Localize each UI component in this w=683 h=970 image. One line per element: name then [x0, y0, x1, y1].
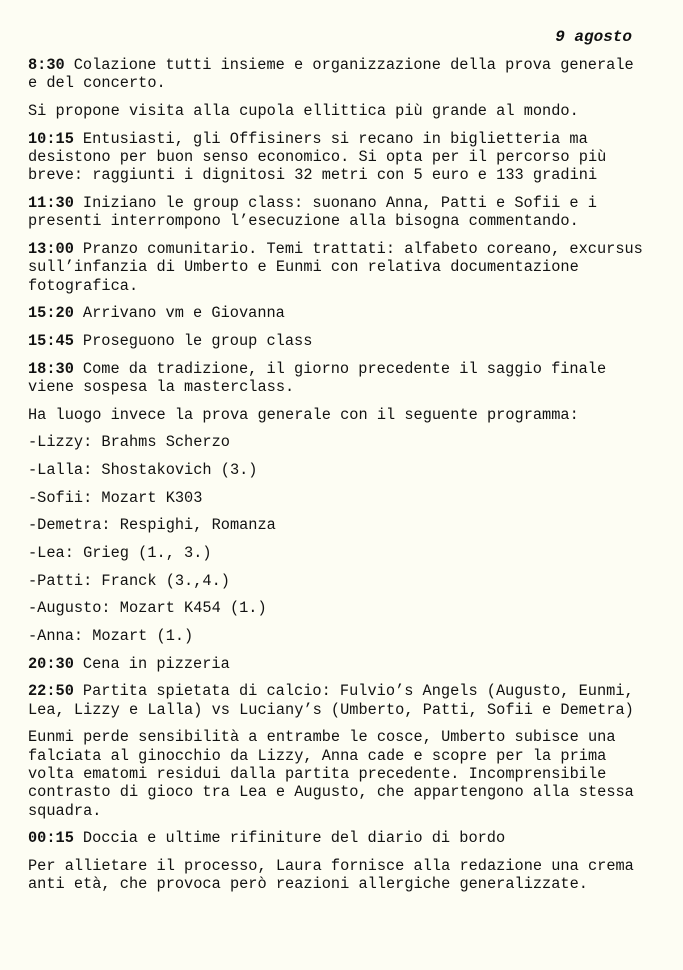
entry-time: 11:30 [28, 193, 74, 212]
entry-time: 22:50 [28, 682, 74, 701]
entry-text: Ha luogo invece la prova generale con il seguente programma: [28, 405, 579, 424]
entry-text: Come da tradizione, il giorno precedente il saggio finale viene sospesa la masterclass. [28, 359, 607, 396]
diary-entry [28, 332, 643, 350]
entry-text: -Lalla: Shostakovich (3.) [28, 460, 258, 479]
entry-time: 10:15 [28, 129, 74, 148]
entry-text: Proseguono le group class [82, 331, 313, 350]
entry-text: Entusiasti, gli Offisiners si recano in biglietteria ma desistono per buon senso economico. Si opta per il percorso più breve: raggiunti i dignitosi 32 metri con 5 euro e 133 gradini [28, 129, 607, 185]
entry-time: 00:15 [28, 829, 74, 848]
entry-text: -Demetra: Respighi, Romanza [28, 516, 276, 535]
diary-entry [28, 461, 643, 479]
entry-text: Eunmi perde sensibilità a entrambe le cosce, Umberto subisce una falciata al ginocchio da Lizzy, Anna cade e scopre per la prima volta ematomi residui dalla partita precedente. Incomprensibile contrasto di gioco tra Lea e Augusto, che appartengono alla stessa squadra. [28, 728, 634, 820]
entry-time: 18:30 [28, 359, 74, 378]
entry-text: Iniziano le group class: suonano Anna, Patti e Sofii e i presenti interrompono l’esecuzione alla bisogna commentando. [28, 193, 597, 231]
diary-entry [28, 682, 643, 719]
diary-entry [28, 56, 643, 93]
page-date: 9 agosto [555, 28, 632, 46]
diary-entry [28, 406, 643, 424]
diary-entry [28, 304, 643, 322]
diary-entry [28, 489, 643, 507]
diary-entry [28, 194, 643, 231]
entry-text: -Patti: Franck (3.,4.) [28, 571, 230, 590]
diary-entry [28, 572, 643, 590]
entry-text: Partita spietata di calcio: Fulvio’s Angels (Augusto, Eunmi, Lea, Lizzy e Lalla) vs Luciany’s (Umberto, Patti, Sofii e Demetra) [28, 682, 634, 719]
entry-time: 15:45 [28, 331, 74, 350]
entry-text: -Anna: Mozart (1.) [28, 627, 194, 646]
diary-entry [28, 544, 643, 562]
diary-entry [28, 728, 643, 819]
entry-text: Si propone visita alla cupola ellittica più grande al mondo. [28, 101, 579, 120]
diary-entry [28, 829, 643, 847]
entry-text: -Augusto: Mozart K454 (1.) [28, 599, 267, 618]
diary-entry [28, 516, 643, 534]
entry-text: -Sofii: Mozart K303 [28, 488, 203, 507]
entry-text: Doccia e ultime rifiniture del diario di bordo [82, 829, 506, 848]
diary-entry [28, 360, 643, 397]
entry-time: 15:20 [28, 304, 74, 323]
diary-entry [28, 599, 643, 617]
entry-text: Pranzo comunitario. Temi trattati: alfabeto coreano, excursus sull’infanzia di Umberto e Eunmi con relativa documentazione fotografica. [28, 239, 643, 295]
entry-time: 20:30 [28, 654, 74, 673]
diary-entries [28, 56, 643, 894]
entry-text: -Lizzy: Brahms Scherzo [28, 433, 230, 452]
entry-text: Arrivano vm e Giovanna [82, 304, 285, 323]
diary-entry [28, 102, 643, 120]
entry-text: Cena in pizzeria [82, 654, 230, 673]
entry-text: -Lea: Grieg (1., 3.) [28, 544, 212, 563]
diary-entry [28, 240, 643, 295]
diary-entry [28, 655, 643, 673]
entry-text: Colazione tutti insieme e organizzazione della prova generale e del concerto. [28, 56, 634, 93]
entry-time: 8:30 [28, 56, 65, 74]
diary-entry [28, 433, 643, 451]
diary-entry [28, 627, 643, 645]
entry-text: Per allietare il processo, Laura fornisce alla redazione una crema anti età, che provoca però reazioni allergiche generalizzate. [28, 857, 634, 894]
entry-time: 13:00 [28, 239, 74, 258]
diary-entry [28, 130, 643, 185]
diary-entry [28, 857, 643, 894]
